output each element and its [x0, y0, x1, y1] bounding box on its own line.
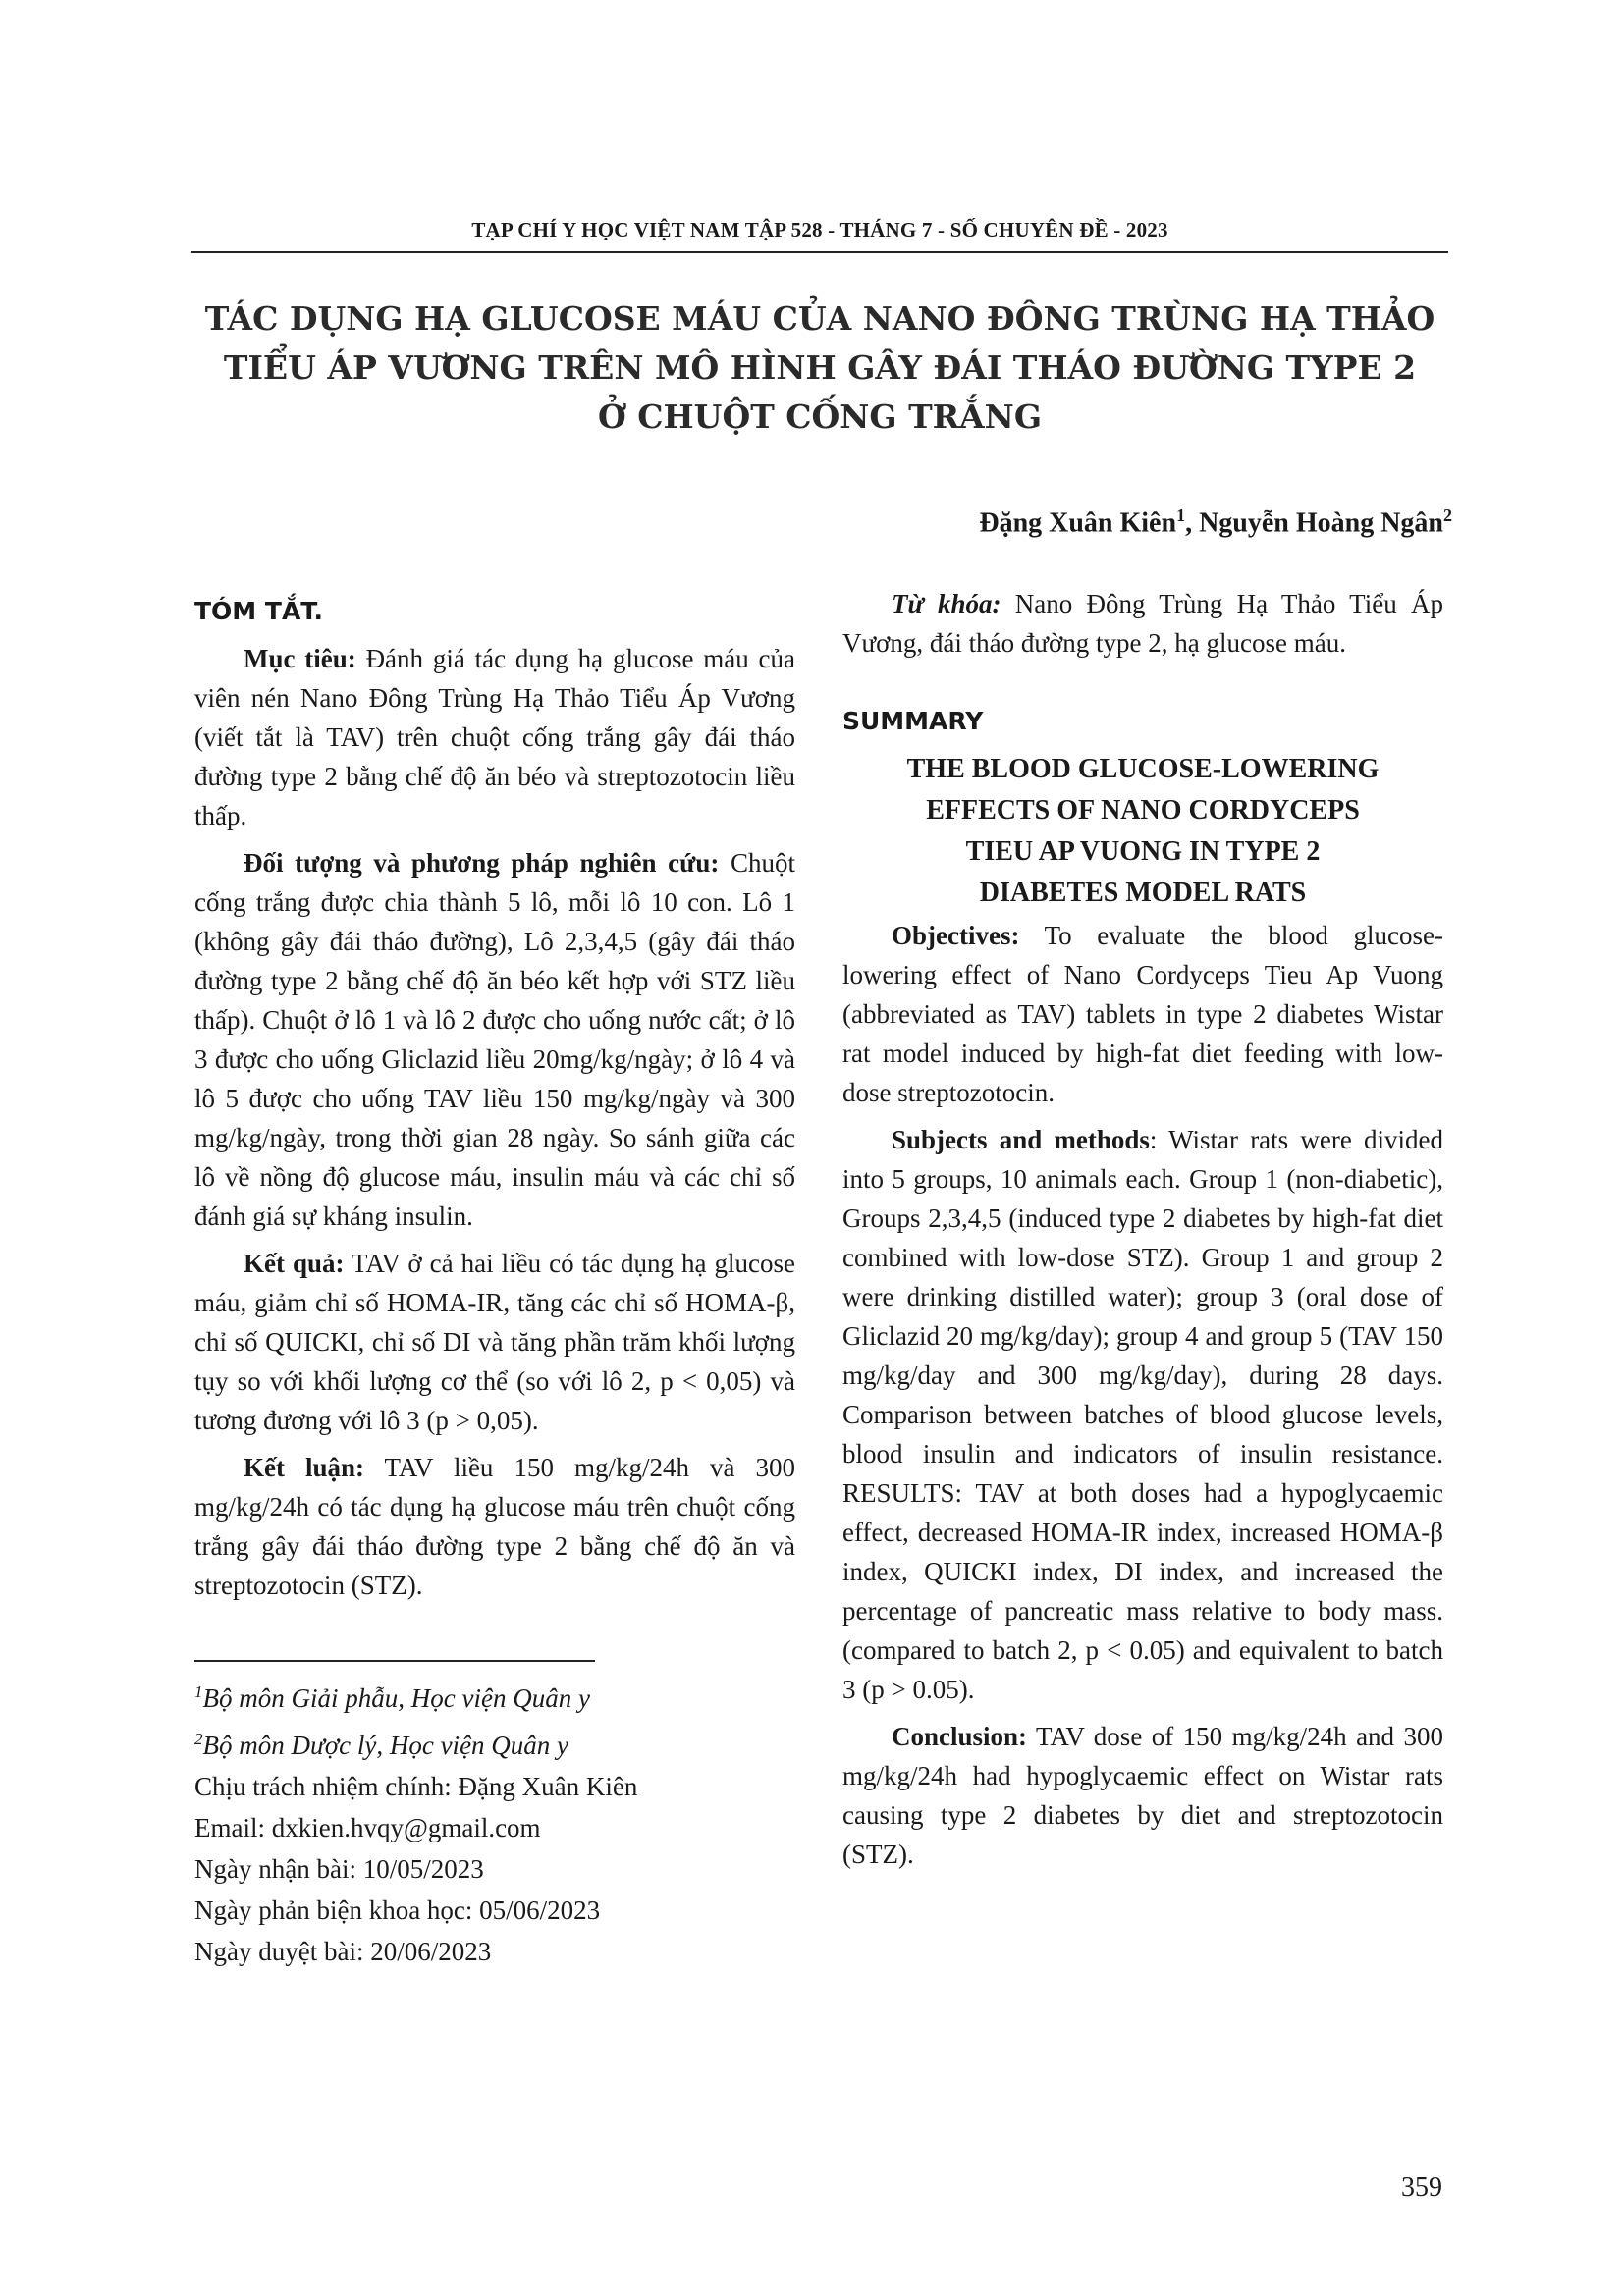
page-number: 359: [1401, 2172, 1442, 2203]
footnote-responsible: Chịu trách nhiệm chính: Đặng Xuân Kiên: [194, 1772, 638, 1801]
header-divider: [191, 251, 1448, 253]
methods-label: Đối tượng và phương pháp nghiên cứu:: [244, 848, 720, 878]
author-1-affiliation: 1: [1176, 506, 1186, 525]
title-line-1: TÁC DỤNG HẠ GLUCOSE MÁU CỦA NANO ĐÔNG TRÙNG HẠ THẢO: [204, 299, 1435, 338]
keywords-label: Từ khóa:: [892, 589, 1001, 618]
footnote-sup-2: 2: [194, 1730, 203, 1748]
journal-header: TẠP CHÍ Y HỌC VIỆT NAM TẬP 528 - THÁNG 7 - SỐ CHUYÊN ĐỀ - 2023: [471, 218, 1168, 241]
footnote-aff1-text: Bộ môn Giải phẫu, Học viện Quân y: [202, 1683, 590, 1713]
abstract-conclusion: [194, 1448, 795, 1605]
conclusion-label: Kết luận:: [244, 1453, 365, 1482]
footnote-received: Ngày nhận bài: 10/05/2023: [194, 1854, 484, 1884]
abstract-results: [194, 1244, 795, 1440]
authors: [979, 506, 1452, 539]
results-text: TAV ở cả hai liều có tác dụng hạ glucose máu, giảm chỉ số HOMA-IR, tăng các chỉ số HOMA-β, chỉ số QUICKI, chỉ số DI và tăng phần trăm khối lượng tụy so với khối lượng cơ thể (so với lô 2, p < 0,05) và tương đương với lô 3 (p > 0,05).: [194, 1249, 795, 1435]
subjects-methods-text: : Wistar rats were divided into 5 groups, 10 animals each. Group 1 (non-diabetic), Groups 2,3,4,5 (induced type 2 diabetes by high-fat diet combined with low-dose STZ). Group 1 and group 2 were drinking distilled water); group 3 (oral dose of Gliclazid 20 mg/kg/day); group 4 and group 5 (TAV 150 mg/kg/day and 300 mg/kg/day), during 28 days. Comparison between batches of blood glucose levels, blood insulin and indicators of insulin resistance. RESULTS: TAV at both doses had a hypoglycaemic effect, decreased HOMA-IR index, increased HOMA-β index, QUICKI index, DI index, and increased the percentage of pancreatic mass relative to body mass. (compared to batch 2, p < 0.05) and equivalent to batch 3 (p > 0.05).: [842, 1125, 1443, 1704]
methods-text: Chuột cống trắng được chia thành 5 lô, mỗi lô 10 con. Lô 1 (không gây đái tháo đường), Lô 2,3,4,5 (gây đái tháo đường type 2 bằng chế độ ăn béo kết hợp với STZ liều thấp). Chuột ở lô 1 và lô 2 được cho uống nước cất; ở lô 3 được cho uống Gliclazid liều 20mg/kg/ngày; ở lô 4 và lô 5 được cho uống TAV liều 150 mg/kg/ngày và 300 mg/kg/ngày, trong thời gian 28 ngày. So sánh giữa các lô về nồng độ glucose máu, insulin máu và các chỉ số đánh giá sự kháng insulin.: [194, 848, 796, 1231]
summary-heading: SUMMARY: [842, 707, 984, 735]
en-conclusion-text: TAV dose of 150 mg/kg/24h and 300 mg/kg/24h had hypoglycaemic effect on Wistar rats causing type 2 diabetes by diet and streptozotocin (STZ).: [842, 1722, 1443, 1869]
summary-objectives: [842, 916, 1443, 1112]
results-label: Kết quả:: [244, 1249, 345, 1278]
footnote-email: Email: dxkien.hvqy@gmail.com: [194, 1813, 541, 1842]
objective-text: Đánh giá tác dụng hạ glucose máu của viên nén Nano Đông Trùng Hạ Thảo Tiểu Áp Vương (viết tắt là TAV) trên chuột cống trắng gây đái tháo đường type 2 bằng chế độ ăn béo và streptozotocin liều thấp.: [194, 644, 795, 830]
author-separator: ,: [1185, 507, 1200, 539]
english-title-line-1: THE BLOOD GLUCOSE-LOWERING: [906, 754, 1380, 784]
summary-methods: [842, 1120, 1443, 1709]
footnote-reviewed: Ngày phản biện khoa học: 05/06/2023: [194, 1896, 601, 1925]
footnote-aff2-text: Bộ môn Dược lý, Học viện Quân y: [202, 1731, 569, 1760]
title-line-3: Ở CHUỘT CỐNG TRẮNG: [597, 398, 1043, 436]
title-line-2: TIỂU ÁP VƯƠNG TRÊN MÔ HÌNH GÂY ĐÁI THÁO ĐƯỜNG TYPE 2: [223, 348, 1417, 387]
article-title: [191, 294, 1448, 442]
left-column: [194, 584, 795, 1972]
summary-conclusion: [842, 1717, 1443, 1874]
objectives-text: To evaluate the blood glucose-lowering effect of Nano Cordyceps Tieu Ap Vuong (abbreviated as TAV) tablets in type 2 diabetes Wistar rat model induced by high-fat diet feeding with low-dose streptozotocin.: [842, 921, 1443, 1107]
english-title-line-3: TIEU AP VUONG IN TYPE 2: [965, 836, 1321, 867]
conclusion-text: TAV liều 150 mg/kg/24h và 300 mg/kg/24h có tác dụng hạ glucose máu trên chuột cống trắng gây đái tháo đường type 2 bằng chế độ ăn và streptozotocin (STZ).: [194, 1453, 795, 1600]
footnote-affiliation-2: [194, 1719, 795, 1766]
footnote-divider: [194, 1660, 595, 1662]
abstract-objective: [194, 639, 795, 835]
right-column: [842, 584, 1443, 1874]
footnote-accepted: Ngày duyệt bài: 20/06/2023: [194, 1937, 492, 1966]
footnote-sup-1: 1: [194, 1682, 203, 1701]
abstract-methods: [194, 843, 795, 1236]
en-conclusion-label: Conclusion:: [892, 1722, 1028, 1751]
footnote-affiliation-1: [194, 1672, 795, 1719]
subjects-methods-label: Subjects and methods: [892, 1125, 1150, 1154]
objectives-label: Objectives:: [892, 921, 1020, 950]
keywords: [842, 584, 1443, 663]
author-2: Nguyễn Hoàng Ngân: [1199, 507, 1443, 539]
abstract-heading: TÓM TẮT.: [194, 597, 324, 625]
keywords-text: Nano Đông Trùng Hạ Thảo Tiểu Áp Vương, đái tháo đường type 2, hạ glucose máu.: [842, 589, 1443, 658]
objective-label: Mục tiêu:: [244, 644, 356, 673]
author-2-affiliation: 2: [1443, 506, 1452, 525]
english-title: [842, 749, 1443, 914]
author-1: Đặng Xuân Kiên: [979, 507, 1177, 539]
english-title-line-4: DIABETES MODEL RATS: [979, 878, 1307, 908]
english-title-line-2: EFFECTS OF NANO CORDYCEPS: [926, 795, 1360, 826]
